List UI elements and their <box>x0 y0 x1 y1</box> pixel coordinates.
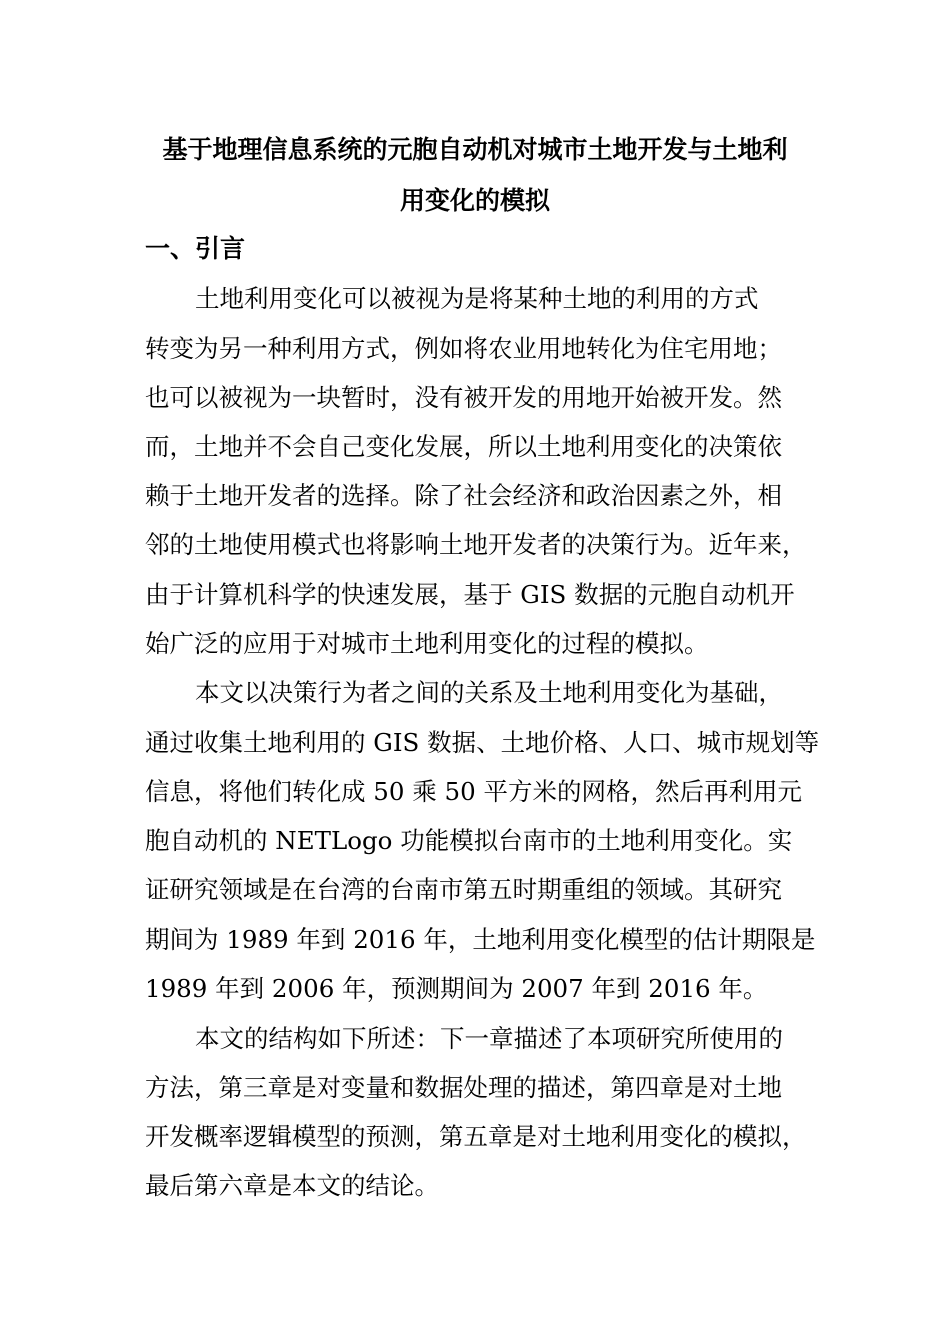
document-title-line-1: 基于地理信息系统的元胞自动机对城市土地开发与土地利 <box>162 135 788 164</box>
paragraph-line: 土地利用变化可以被视为是将某种土地的利用的方式 <box>195 284 759 313</box>
paragraph-line: 赖于土地开发者的选择。除了社会经济和政治因素之外，相 <box>145 481 782 510</box>
paragraph-line: 本文以决策行为者之间的关系及土地利用变化为基础， <box>195 678 783 707</box>
paragraph-line: 转变为另一种利用方式，例如将农业用地转化为住宅用地； <box>145 334 782 363</box>
paragraph-line: 通过收集土地利用的 GIS 数据、土地价格、人口、城市规划等 <box>145 728 820 757</box>
section-heading: 一、引言 <box>145 234 246 263</box>
paragraph-line: 1989 年到 2006 年，预测期间为 2007 年到 2016 年。 <box>145 974 768 1003</box>
paragraph-line: 最后第六章是本文的结论。 <box>145 1171 439 1200</box>
document-title-line-2: 用变化的模拟 <box>399 186 550 215</box>
paragraph-line: 始广泛的应用于对城市土地利用变化的过程的模拟。 <box>145 629 709 658</box>
paragraph-line: 也可以被视为一块暂时，没有被开发的用地开始被开发。然 <box>145 383 782 412</box>
paragraph-line: 期间为 1989 年到 2016 年，土地利用变化模型的估计期限是 <box>145 925 816 954</box>
paragraph-line: 邻的土地使用模式也将影响土地开发者的决策行为。近年来， <box>145 530 807 559</box>
paragraph-line: 信息，将他们转化成 50 乘 50 平方米的网格，然后再利用元 <box>145 777 802 806</box>
paragraph-line: 胞自动机的 NETLogo 功能模拟台南市的土地利用变化。实 <box>145 826 793 855</box>
paragraph-line: 方法，第三章是对变量和数据处理的描述，第四章是对土地 <box>145 1073 782 1102</box>
paragraph-line: 开发概率逻辑模型的预测，第五章是对土地利用变化的模拟， <box>145 1122 807 1151</box>
paragraph-line: 证研究领域是在台湾的台南市第五时期重组的领域。其研究 <box>145 875 782 904</box>
paragraph-line: 由于计算机科学的快速发展，基于 GIS 数据的元胞自动机开 <box>145 580 795 609</box>
paragraph-line: 本文的结构如下所述：下一章描述了本项研究所使用的 <box>195 1024 783 1053</box>
paragraph-line: 而，土地并不会自己变化发展，所以土地利用变化的决策依 <box>145 432 782 461</box>
